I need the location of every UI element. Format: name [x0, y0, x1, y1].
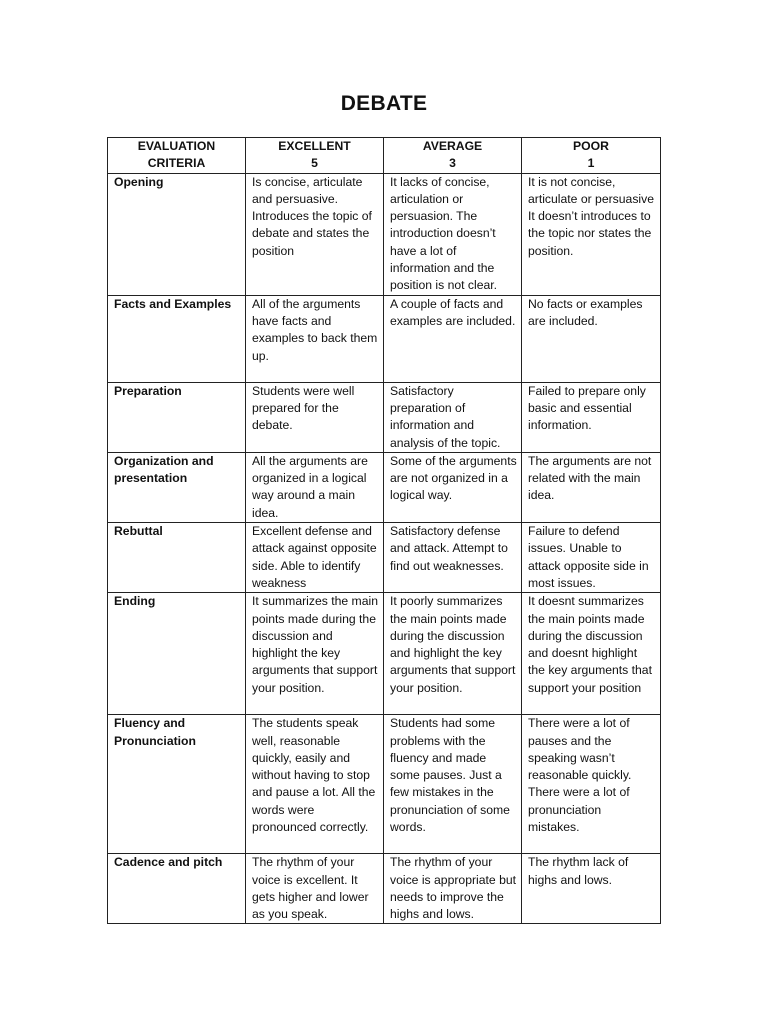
criterion-cell: Organization and presentation: [108, 452, 246, 522]
average-cell: Satisfactory defense and attack. Attempt to find out weaknesses.: [384, 523, 522, 593]
table-row: [108, 295, 661, 382]
header-average-label: AVERAGE: [422, 139, 483, 153]
poor-cell: There were a lot of pauses and the speaking wasn’t reasonable quickly. There were a lot of pronunciation mistakes.: [522, 715, 661, 854]
header-average: [384, 138, 522, 174]
average-cell: Some of the arguments are not organized in a logical way.: [384, 452, 522, 522]
header-excellent-label: EXCELLENT: [278, 139, 351, 153]
header-poor-label: POOR: [573, 139, 609, 153]
criterion-cell: Facts and Examples: [108, 295, 246, 382]
header-excellent-score: 5: [311, 156, 318, 171]
header-poor: [522, 138, 661, 174]
criterion-cell: Preparation: [108, 382, 246, 452]
average-cell: Satisfactory preparation of information and analysis of the topic.: [384, 382, 522, 452]
excellent-cell: Excellent defense and attack against opposite side. Able to identify weakness: [246, 523, 384, 593]
poor-cell: No facts or examples are included.: [522, 295, 661, 382]
average-cell: A couple of facts and examples are included.: [384, 295, 522, 382]
excellent-cell: The rhythm of your voice is excellent. It gets higher and lower as you speak.: [246, 854, 384, 924]
excellent-cell: Is concise, articulate and persuasive. Introduces the topic of debate and states the position: [246, 173, 384, 295]
table-row: [108, 382, 661, 452]
header-poor-score: 1: [587, 156, 595, 171]
poor-cell: It doesnt summarizes the main points made during the discussion and doesnt highlight the key arguments that support your position: [522, 593, 661, 715]
excellent-cell: All of the arguments have facts and examples to back them up.: [246, 295, 384, 382]
criterion-cell: Fluency and Pronunciation: [108, 715, 246, 854]
header-average-score: 3: [449, 156, 456, 171]
table-row: [108, 854, 661, 924]
table-row: [108, 452, 661, 522]
criterion-cell: Cadence and pitch: [108, 854, 246, 924]
average-cell: Students had some problems with the fluency and made some pauses. Just a few mistakes in the pronunciation of some words.: [384, 715, 522, 854]
poor-cell: The arguments are not related with the main idea.: [522, 452, 661, 522]
excellent-cell: It summarizes the main points made during the discussion and highlight the key arguments that support your position.: [246, 593, 384, 715]
table-row: [108, 715, 661, 854]
document-title: DEBATE: [340, 92, 428, 115]
average-cell: It poorly summarizes the main points made during the discussion and highlight the key arguments that support your position.: [384, 593, 522, 715]
criterion-cell: Opening: [108, 173, 246, 295]
average-cell: The rhythm of your voice is appropriate but needs to improve the highs and lows.: [384, 854, 522, 924]
header-row: [108, 138, 661, 174]
poor-cell: Failure to defend issues. Unable to attack opposite side in most issues.: [522, 523, 661, 593]
poor-cell: The rhythm lack of highs and lows.: [522, 854, 661, 924]
poor-cell: It is not concise, articulate or persuasive It doesn’t introduces to the topic nor states the position.: [522, 173, 661, 295]
table-row: [108, 523, 661, 593]
criterion-cell: Ending: [108, 593, 246, 715]
excellent-cell: Students were well prepared for the debate.: [246, 382, 384, 452]
table-row: [108, 173, 661, 295]
poor-cell: Failed to prepare only basic and essential information.: [522, 382, 661, 452]
excellent-cell: The students speak well, reasonable quickly, easily and without having to stop and pause a lot. All the words were pronounced correctly.: [246, 715, 384, 854]
excellent-cell: All the arguments are organized in a logical way around a main idea.: [246, 452, 384, 522]
average-cell: It lacks of concise, articulation or persuasion. The introduction doesn’t have a lot of information and the position is not clear.: [384, 173, 522, 295]
header-criteria-line1: EVALUATION: [137, 139, 216, 153]
header-excellent: [246, 138, 384, 174]
header-criteria: [108, 138, 246, 174]
criterion-cell: Rebuttal: [108, 523, 246, 593]
rubric-table: [107, 137, 661, 924]
table-row: [108, 593, 661, 715]
header-criteria-line2: CRITERIA: [147, 156, 206, 171]
